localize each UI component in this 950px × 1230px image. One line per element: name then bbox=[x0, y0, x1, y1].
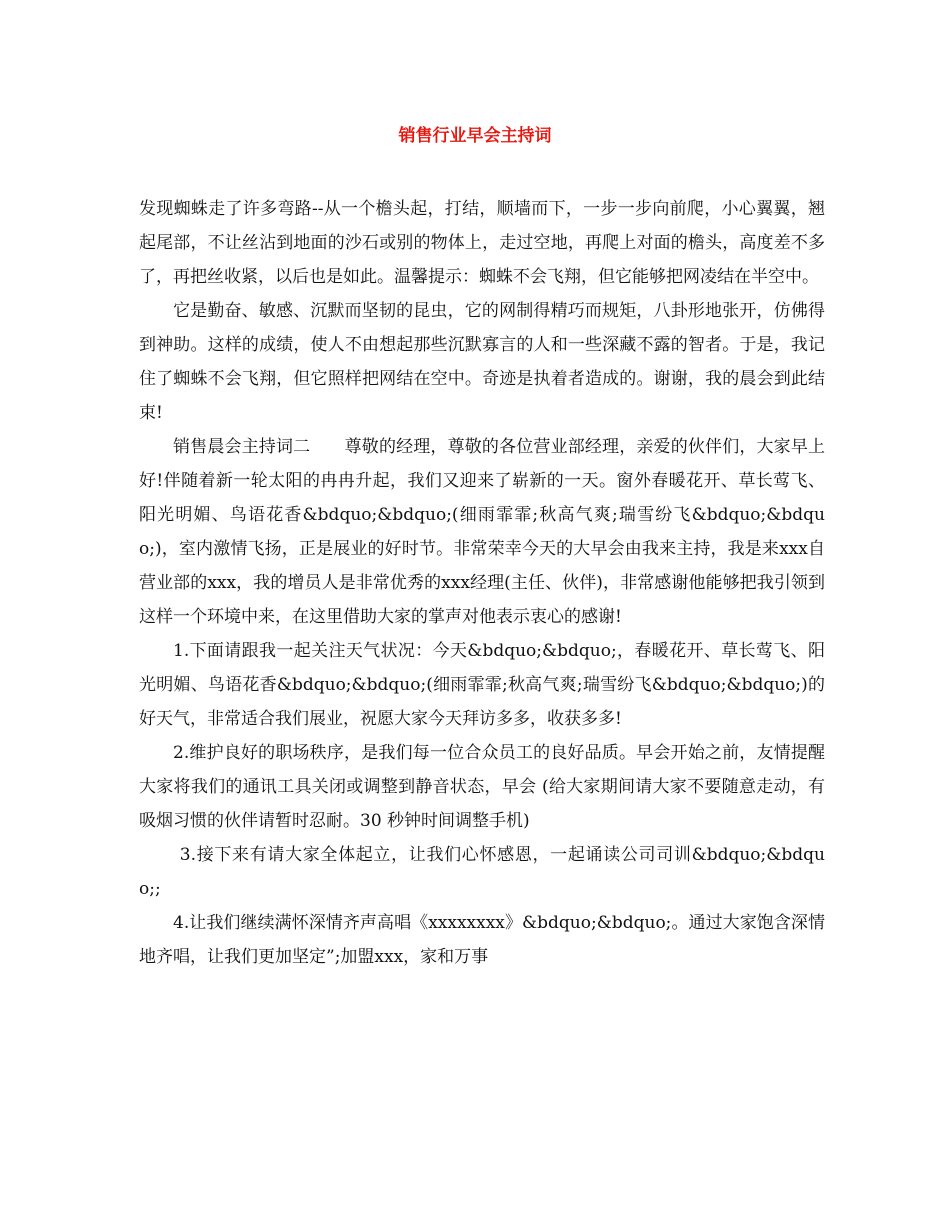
paragraph-4: 1.下面请跟我一起关注天气状况：今天&bdquo;&bdquo;，春暖花开、草长莺飞、阳光明媚、鸟语花香&bdquo;&bdquo;(细雨霏霏;秋高气爽;瑞雪纷飞&bdquo;&bdquo;)的好天气，非常适合我们展业，祝愿大家今天拜访多多，收获多多! bbox=[139, 641, 825, 729]
paragraph-2: 它是勤奋、敏感、沉默而坚韧的昆虫，它的网制得精巧而规矩，八卦形地张开，仿佛得到神助。这样的成绩，使人不由想起那些沉默寡言的人和一些深藏不露的智者。于是，我记住了蜘蛛不会飞翔，但它照样把网结在空中。奇迹是执着者造成的。谢谢，我的晨会到此结束! bbox=[139, 301, 825, 423]
document-body bbox=[139, 192, 825, 974]
paragraph-1: 发现蜘蛛走了许多弯路--从一个檐头起，打结，顺墙而下，一步一步向前爬，小心翼翼，翘起尾部，不让丝沾到地面的沙石或别的物体上，走过空地，再爬上对面的檐头，高度差不多了，再把丝收紧，以后也是如此。温馨提示：蜘蛛不会飞翔，但它能够把网凌结在半空中。 bbox=[139, 199, 825, 287]
paragraph-5: 2.维护良好的职场秩序，是我们每一位合众员工的良好品质。早会开始之前，友情提醒大家将我们的通讯工具关闭或调整到静音状态，早会 (给大家期间请大家不要随意走动，有吸烟习惯的伙伴请暂时忍耐。30 秒钟时间调整手机) bbox=[139, 743, 825, 831]
paragraph-6: 3.接下来有请大家全体起立，让我们心怀感恩，一起诵读公司司训&bdquo;&bdquo;; bbox=[139, 845, 825, 899]
paragraph-7: 4.让我们继续满怀深情齐声高唱《xxxxxxxx》&bdquo;&bdquo;。通过大家饱含深情地齐唱，让我们更加坚定”;加盟xxx，家和万事 bbox=[139, 913, 825, 967]
paragraph-3: 销售晨会主持词二 尊敬的经理，尊敬的各位营业部经理，亲爱的伙伴们，大家早上好!伴随着新一轮太阳的冉冉升起，我们又迎来了崭新的一天。窗外春暖花开、草长莺飞、阳光明媚、鸟语花香&bdquo;&bdquo;(细雨霏霏;秋高气爽;瑞雪纷飞&bdquo;&bdquo;)，室内激情飞扬，正是展业的好时节。非常荣幸今天的大早会由我来主持，我是来xxx自营业部的xxx，我的增员人是非常优秀的xxx经理(主任、伙伴)，非常感谢他能够把我引领到这样一个环境中来，在这里借助大家的掌声对他表示衷心的感谢! bbox=[139, 437, 825, 627]
document-title: 销售行业早会主持词 bbox=[398, 126, 552, 146]
